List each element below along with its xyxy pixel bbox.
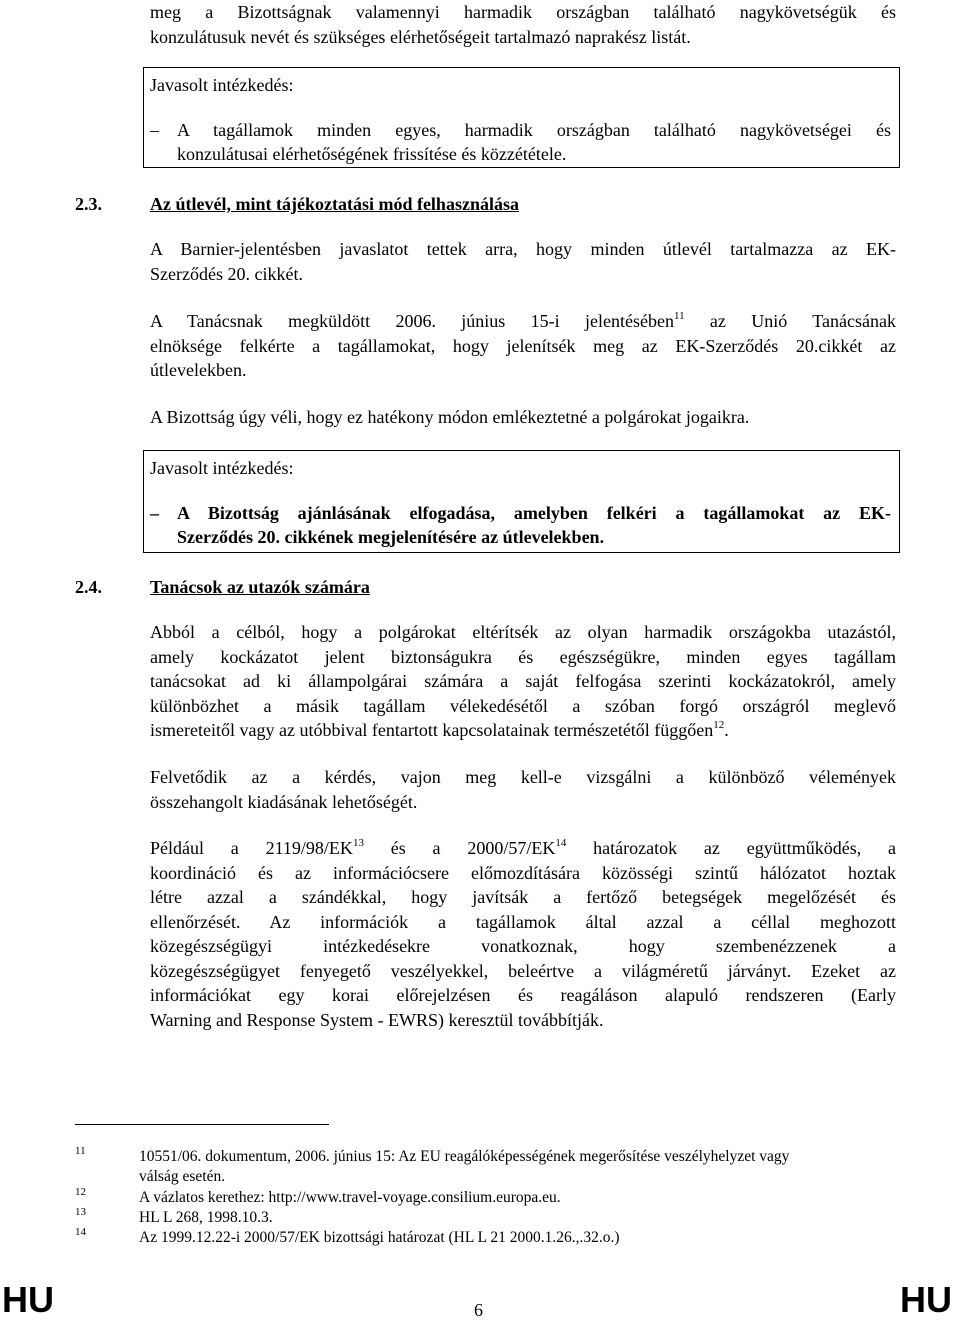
paragraph: A Tanácsnak megküldött 2006. június 15-i jelentésében$^{11}$ az Unió Tanácsának elnöksége felkérte a tagállamokat, hogy jelenítsék meg az EK-Szerződés 20.cikkét az útlevelekben. (150, 310, 896, 380)
box-heading: Javasolt intézkedés: (150, 75, 294, 95)
intro-paragraph: meg a Bizottságnak valamennyi harmadik országban található nagykövetségük és konzulátusuk nevét és szükséges elérhetőségeit tartalmazó naprakész listát. (150, 2, 896, 47)
footer-language-left: HU (2, 1279, 54, 1320)
paragraph: A Barnier-jelentésben javaslatot tettek arra, hogy minden útlevél tartalmazza az EK- Szerződés 20. cikkét. (150, 239, 896, 284)
footnote: 11 10551/06. dokumentum, 2006. június 15: Az EU reagálóképességének megerősítése veszélyhelyzet vagy válság esetén. (75, 1147, 897, 1187)
section-number: 2.4. (75, 577, 102, 597)
footnote-ref: 13 (352, 837, 364, 849)
footnote-number: 12 (75, 1186, 86, 1198)
footnote-ref: 11 (673, 310, 685, 322)
footnote-separator (75, 1124, 329, 1125)
footnote-ref: 12 (713, 719, 725, 731)
paragraph: Például a 2119/98/EK$^{13}$ és a 2000/57/EK$^{14}$ határozatok az együttműködés, a koordináció és az információcsere előmozdítására közösségi szintű hálózatot hoztak létre azzal a szándékkal, hogy javítsák a fertőző betegségek megelőzését és ellenőrzését. Az információk a tagállamok által azzal a céllal meghozott közegészségügyi intézkedésekre vonatkoznak, hogy szembenézzenek a közegészségügyet fenyegető veszélyekkel, beleértve a világméretű járványt. Ezeket az információkat egy korai előrejelzésen és reagáláson alapuló rendszeren (Early Warning and Response System - EWRS) keresztül továbbítják. (150, 837, 897, 1030)
section-title: Az útlevél, mint tájékoztatási mód felhasználása (150, 194, 519, 214)
footnote: 14 Az 1999.12.22-i 2000/57/EK bizottsági határozat (HL L 21 2000.1.26.,.32.o.) (75, 1228, 897, 1248)
paragraph: Abból a célból, hogy a polgárokat eltérítsék az olyan harmadik országokba utazástól, amely kockázatot jelent biztonságukra és egészségükre, minden egyes tagállam tanácsokat ad ki állampolgárai számára a saját felfogása szerinti kockázatokról, amely különbözhet a másik tagállam vélekedésétől a szóban forgó országról meglevő ismereteitől vagy az utóbbival fentartott kapcsolatainak természetétől függően$^{12}$. (150, 622, 896, 740)
footer-language-right: HU (900, 1279, 952, 1320)
paragraph: Felvetődik az a kérdés, vajon meg kell-e vizsgálni a különböző vélemények összehangolt kiadásának lehetőségét. (150, 767, 896, 812)
proposed-measure-box-2 (143, 450, 900, 553)
dash-marker: – (150, 120, 159, 140)
box-heading: Javasolt intézkedés: (150, 458, 294, 478)
box-item: – A Bizottság ajánlásának elfogadása, amelyben felkéri a tagállamokat az EK- Szerződés 20. cikkének megjelenítésére az útlevelekben. (150, 503, 891, 547)
footnote-number: 11 (75, 1145, 86, 1157)
footnote-ref: 14 (555, 837, 567, 849)
proposed-measure-box-1 (143, 67, 900, 168)
footnote-number: 13 (75, 1206, 86, 1218)
section-number: 2.3. (75, 194, 102, 214)
footnote: 13 HL L 268, 1998.10.3. (75, 1208, 897, 1228)
section-title: Tanácsok az utazók számára (150, 577, 370, 597)
paragraph: A Bizottság úgy véli, hogy ez hatékony módon emlékeztetné a polgárokat jogaikra. (150, 407, 750, 427)
box-item: – A tagállamok minden egyes, harmadik országban található nagykövetségei és konzulátusai elérhetőségének frissítése és közzététele. (150, 120, 891, 164)
dash-marker: – (150, 503, 159, 523)
footnote-number: 14 (75, 1226, 86, 1238)
page-number: 6 (474, 1300, 483, 1320)
footnote: 12 A vázlatos kerethez: http://www.travel-voyage.consilium.europa.eu. (75, 1188, 897, 1208)
